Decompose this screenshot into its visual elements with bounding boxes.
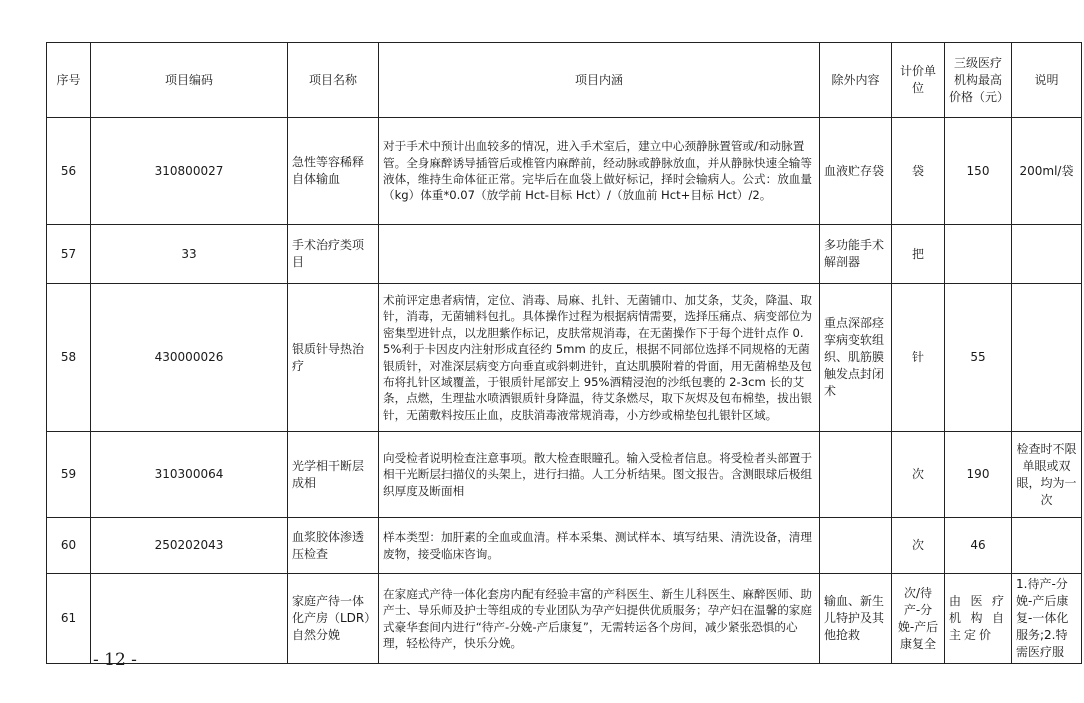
- header-unit: 计价单位: [892, 43, 945, 118]
- cell-content: 对于手术中预计出血较多的情况，进入手术室后，建立中心颈静脉置管或/和动脉置管。全身麻醉诱导插管后或椎管内麻醉前，经动脉或静脉放血，并从静脉快速全输等液体，维持生命体征正常。完毕后在血袋上做好标记，择时会输病人。公式：放血量（kg）体重*0.07（放学前 Hct-目标 Hct）/（放血前 Hct+目标 Hct）/2。: [379, 118, 820, 225]
- cell-content: [379, 225, 820, 284]
- cell-name: 血浆胶体渗透压检查: [288, 518, 379, 574]
- cell-note: 200ml/袋: [1012, 118, 1082, 225]
- header-content: 项目内涵: [379, 43, 820, 118]
- header-code: 项目编码: [91, 43, 288, 118]
- cell-note: 检查时不限单眼或双眼，均为一次: [1012, 432, 1082, 518]
- cell-seq: 56: [47, 118, 91, 225]
- cell-note: 1.待产-分娩-产后康复-一体化服务;2.特需医疗服: [1012, 574, 1082, 664]
- cell-content: 术前评定患者病情，定位、消毒、局麻、扎针、无菌铺巾、加艾条，艾灸，降温、取针，消毒，无菌辅料包扎。具体操作过程为根据病情需要，选择压痛点、病变部位为密集型进针点，以龙胆紫作标记，皮肤常规消毒，在无菌操作下于每个进针点作 0.5%利于卡因皮内注射形成直径约 5mm 的皮丘，根据不同部位选择不同规格的无菌银质针，对准深层病变方向垂直或斜刺进针，直达肌膜附着的骨面，用无菌棉垫及包布将扎针区域覆盖，于银质针尾部安上 95%酒精浸泡的沙纸包裹的 2-3cm 长的艾条，点燃，生理盐水喷洒银质针身降温，待艾条燃尽，取下灰烬及包布棉垫，拔出银针，无菌敷料按压止血，皮肤消毒液常规消毒，小方纱或棉垫包扎银针区域。: [379, 284, 820, 432]
- cell-unit: 针: [892, 284, 945, 432]
- cell-unit: 次: [892, 432, 945, 518]
- table-row: [47, 225, 1082, 284]
- cell-code: 310300064: [91, 432, 288, 518]
- cell-excluded: [820, 432, 892, 518]
- cell-name: 手术治疗类项目: [288, 225, 379, 284]
- cell-price: 由医疗机构自主定价: [945, 574, 1012, 664]
- cell-price: 46: [945, 518, 1012, 574]
- cell-name: 急性等容稀释自体输血: [288, 118, 379, 225]
- table-row: [47, 432, 1082, 518]
- cell-content: 向受检者说明检查注意事项。散大检查眼瞳孔。输入受检者信息。将受检者头部置于相干光断层扫描仪的头架上，进行扫描。人工分析结果。图文报告。含测眼球后极组织厚度及断面相: [379, 432, 820, 518]
- cell-seq: 57: [47, 225, 91, 284]
- cell-content: 样本类型：加肝素的全血或血清。样本采集、测试样本、填写结果、清洗设备，清理废物，接受临床咨询。: [379, 518, 820, 574]
- cell-name: 银质针导热治疗: [288, 284, 379, 432]
- page-number: - 12 -: [93, 650, 137, 670]
- cell-unit: 袋: [892, 118, 945, 225]
- cell-excluded: 重点深部痉挛病变软组织、肌筋膜触发点封闭术: [820, 284, 892, 432]
- cell-excluded: 多功能手术解剖器: [820, 225, 892, 284]
- cell-code: 310800027: [91, 118, 288, 225]
- cell-seq: 61: [47, 574, 91, 664]
- cell-seq: 60: [47, 518, 91, 574]
- cell-note: [1012, 225, 1082, 284]
- cell-unit: 次/待产-分娩-产后康复全: [892, 574, 945, 664]
- cell-price: 190: [945, 432, 1012, 518]
- table-row: [47, 118, 1082, 225]
- header-name: 项目名称: [288, 43, 379, 118]
- cell-note: [1012, 284, 1082, 432]
- cell-excluded: [820, 518, 892, 574]
- cell-excluded: 血液贮存袋: [820, 118, 892, 225]
- cell-seq: 59: [47, 432, 91, 518]
- table-row: [47, 284, 1082, 432]
- cell-unit: 次: [892, 518, 945, 574]
- cell-code: 430000026: [91, 284, 288, 432]
- table-header-row: [47, 43, 1082, 118]
- cell-name: 家庭产待一体化产房（LDR）自然分娩: [288, 574, 379, 664]
- header-seq: 序号: [47, 43, 91, 118]
- cell-code: 250202043: [91, 518, 288, 574]
- table-row: [47, 518, 1082, 574]
- cell-note: [1012, 518, 1082, 574]
- cell-unit: 把: [892, 225, 945, 284]
- cell-name: 光学相干断层成相: [288, 432, 379, 518]
- cell-content: 在家庭式产待一体化套房内配有经验丰富的产科医生、新生儿科医生、麻醉医师、助产士、导乐师及护士等组成的专业团队为孕产妇提供优质服务；孕产妇在温馨的家庭式豪华套间内进行“待产-分娩-产后康复”，无需转运各个房间，减少紧张恐惧的心理，轻松待产，快乐分娩。: [379, 574, 820, 664]
- header-price: 三级医疗机构最高价格（元）: [945, 43, 1012, 118]
- cell-price: 150: [945, 118, 1012, 225]
- cell-code: 33: [91, 225, 288, 284]
- cell-price: 55: [945, 284, 1012, 432]
- price-table: [46, 42, 1082, 664]
- cell-price: [945, 225, 1012, 284]
- header-note: 说明: [1012, 43, 1082, 118]
- header-excluded: 除外内容: [820, 43, 892, 118]
- table-row: [47, 574, 1082, 664]
- cell-excluded: 输血、新生儿特护及其他抢救: [820, 574, 892, 664]
- cell-seq: 58: [47, 284, 91, 432]
